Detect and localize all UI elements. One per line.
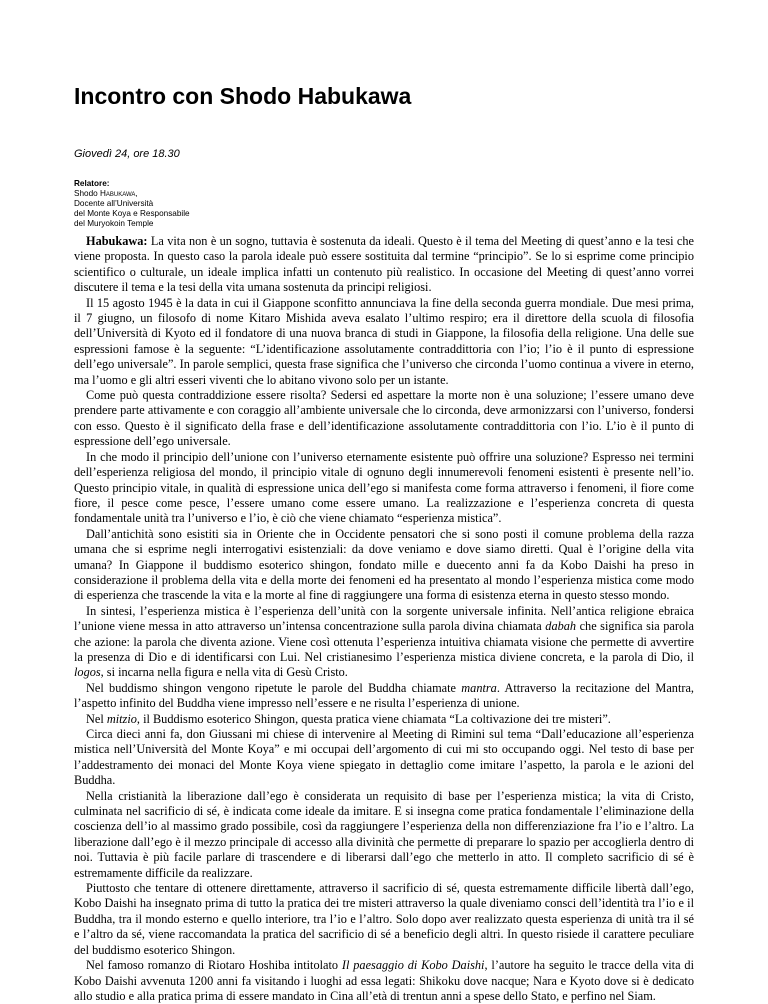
paragraph: In sintesi, l’esperienza mistica è l’esperienza dell’unità con la sorgente universale infinita. Nell’antica religione ebraica l’unione viene messa in atto attraverso un’intensa concentrazione sulla parola divina chiamata dabah che significa sia parola che azione: la parola che diventa azione. Viene così ottenuta l’esperienza intuitiva chiamata visione che permette di avvertire la presenza di Dio e di identificarsi con Lui. Nel cristianesimo l’esperienza mistica diviene concreta, e la parola di Dio, il logos, si incarna nella figura e nella vita di Gesù Cristo. — [74, 603, 694, 680]
document-title: Incontro con Shodo Habukawa — [74, 83, 412, 109]
speaker-tag: Habukawa: — [86, 234, 148, 248]
speaker-block — [74, 179, 190, 229]
paragraph: Dall’antichità sono esistiti sia in Oriente che in Occidente pensatori che si sono posti il comune problema della razza umana che si esprime negli interrogativi esistenziali: da dove veniamo e dove siamo diretti. Qual è l’origine della vita umana? In Giappone il buddismo esoterico shingon, fondato mille e duecento anni fa da Kobo Daishi ha preso in considerazione il problema della vita e della morte dei fenomeni ed ha presentato al mondo l’esperienza mistica come modo di esperienza che trascende la vita e la morte al fine di raggiungere una forma di esistenza eterna in questo stesso mondo. — [74, 526, 694, 603]
paragraph: Nel mitzio, il Buddismo esoterico Shingon, questa pratica viene chiamata “La coltivazione dei tre misteri”. — [86, 711, 611, 726]
paragraph: Come può questa contraddizione essere risolta? Sedersi ed aspettare la morte non è una soluzione; l’essere umano deve prendere parte attivamente e con coraggio all’ambiente universale che lo circonda, deve armonizzarsi con l’universo, fondersi con esso. Questo è il significato della frase e dell’identificazione assolutamente contraddittoria con l’io. L’io è il punto di espressione dell’ego universale. — [74, 388, 694, 449]
event-date: Giovedì 24, ore 18.30 — [74, 148, 180, 160]
paragraph: Piuttosto che tentare di ottenere direttamente, attraverso il sacrificio di sé, questa estremamente difficile libertà dall’ego, Kobo Daishi ha insegnato prima di tutto la pratica dei tre misteri attraverso la quale diveniamo consci dell’identità tra l’io e il Buddha, tra il mondo esterno e quello interiore, tra l’io e l’altro. Solo dopo aver realizzato questa esperienza di unità tra il sé e l’altro da sé, viene raccomandata la pratica del sacrificio di sé a beneficio degli altri. In questo risiede il carattere peculiare del buddismo esoterico Shingon. — [74, 881, 694, 957]
paragraph: Habukawa: La vita non è un sogno, tuttavia è sostenuta da ideali. Questo è il tema del Meeting di quest’anno e la tesi che viene proposta. In questo caso la parola ideale può essere sostituita dal termine “principio”. Se lo si esprime come principio scientifico o culturale, un ideale implica infatti un contenuto più realistico. In occasione del Meeting di quest’anno vorrei discutere il tema e la tesi della vita umana sostenuta da principi religiosi. — [74, 234, 694, 295]
speaker-role-line: del Monte Koya e Responsabile — [74, 209, 190, 218]
paragraph: Il 15 agosto 1945 è la data in cui il Giappone sconfitto annunciava la fine della seconda guerra mondiale. Due mesi prima, il 7 giugno, un filosofo di nome Kitaro Mishida aveva esalato l’ultimo respiro; era il direttore della scuola di filosofia dell’Università di Kyoto ed il fondatore di una nuova branca di studi in Giappone, la filosofia della religione. Una delle sue espressioni famose è la seguente: “L’identificazione assolutamente contraddittoria con l’io; l’io è il punto di espressione dell’ego universale”. In parole semplici, questa frase significa che l’universo che circonda l’uomo continua a vivere in eterno, ma l’uomo e gli altri esseri viventi che lo abitano vivono solo per un istante. — [74, 295, 694, 387]
paragraph: In che modo il principio dell’unione con l’universo eternamente esistente può offrire una soluzione? Espresso nei termini dell’esperienza religiosa del mondo, il principio vitale di ognuno degli innumerevoli fenomeni esistenti è presente nell’io. Questo principio vitale, in qualità di espressione unica dell’ego si manifesta come forma attraverso i fenomeni, il fiore come fiore, il pesce come pesce, l’essere umano come essere umano. La realizzazione e l’esperienza concreta di questa fondamentale unità tra l’universo e l’io, è ciò che viene chiamato “esperienza mistica”. — [74, 449, 694, 526]
paragraph: Nel famoso romanzo di Riotaro Hoshiba intitolato Il paesaggio di Kobo Daishi, l’autore ha seguito le tracce della vita di Kobo Daishi avvenuta 1200 anni fa visitando i luoghi ad essa legati: Shikoku dove nacque; Nara e Kyoto dove si è dedicato allo studio e alla pratica prima di essere mandato in Cina all’età di trentun anni a spese dello Stato, e perfino nel Siam. — [74, 958, 694, 1003]
speaker-role-line: del Muryokoin Temple — [74, 219, 154, 228]
paragraph: Nel buddismo shingon vengono ripetute le parole del Buddha chiamate mantra. Attraverso la recitazione del Mantra, l’aspetto infinito del Buddha viene impresso nell’essere e ne risulta l’esperienza di unione. — [74, 680, 694, 711]
speaker-role-line: Docente all’Università — [74, 199, 154, 208]
speaker-label: Relatore: — [74, 179, 110, 188]
paragraph: Nella cristianità la liberazione dall’ego è considerata un requisito di base per l’esperienza mistica; la vita di Cristo, culminata nel sacrificio di sé, è indicata come ideale da imitare. E si insegna come pratica fondamentale l’eliminazione della coscienza dell’io al massimo grado possibile, così da raggiungere l’esperienza della non differenziazione fra l’io e l’altro. La liberazione dall’ego è il mezzo principale di accesso alla divinità che permette di preparare lo spazio per accoglierla dentro di noi. Tuttavia è più facile parlare di trascendere e di liberarsi dall’ego che metterlo in atto. Il completo sacrificio di sé è estremamente difficile da realizzare. — [74, 788, 694, 880]
speaker-name: Shodo Habukawa, — [74, 189, 138, 198]
paragraph: Circa dieci anni fa, don Giussani mi chiese di intervenire al Meeting di Rimini sul tema “Dall’educazione all’esperienza mistica nell’Università del Monte Koya” e mi occupai dell’argomento di cui mi sto occupando oggi. Nel testo di base per l’addestramento dei monaci del Monte Koya viene spiegato in dettaglio come imitare l’aspetto, la parola e le azioni del Buddha. — [74, 727, 694, 788]
article-body — [74, 234, 694, 1004]
